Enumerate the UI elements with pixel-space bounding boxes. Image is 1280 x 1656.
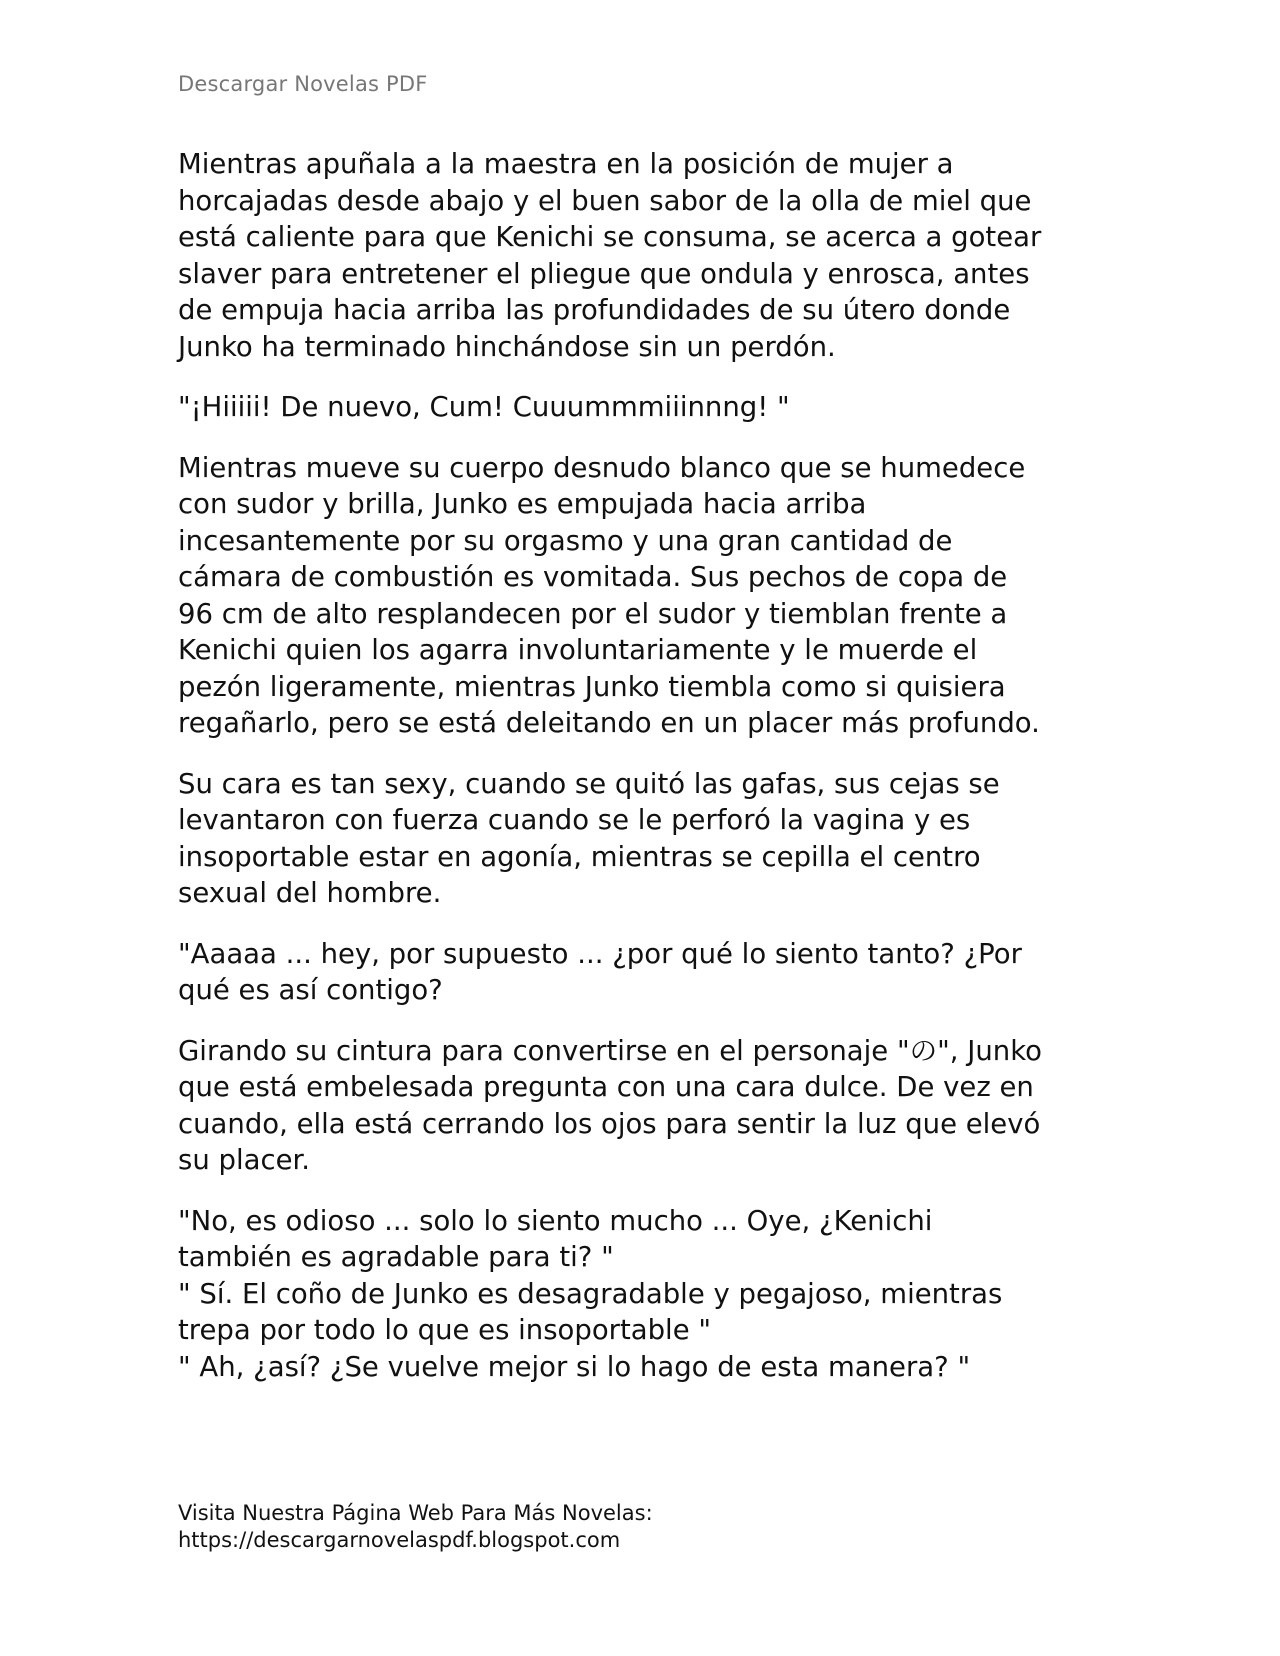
footer-promo-text: Visita Nuestra Página Web Para Más Novelas: [178,1501,653,1525]
page-header: Descargar Novelas PDF [178,72,428,96]
paragraph: Mientras mueve su cuerpo desnudo blanco que se humedece con sudor y brilla, Junko es empujada hacia arriba incesantemente por su orgasmo y una gran cantidad de cámara de combustión es vomitada. Sus pechos de copa de 96 cm de alto resplandecen por el sudor y tiemblan frente a Kenichi quien los agarra involuntariamente y le muerde el pezón ligeramente, mientras Junko tiembla como si quisiera regañarlo, pero se está deleitando en un placer más profundo. [178,451,1040,739]
page-footer [178,1500,653,1554]
paragraph: "Aaaaa ... hey, por supuesto ... ¿por qué lo siento tanto? ¿Por qué es así contigo? [178,937,1022,1006]
paragraph: "No, es odioso ... solo lo siento mucho ... Oye, ¿Kenichi también es agradable para ti? " " Sí. El coño de Junko es desagradable y pegajoso, mientras trepa por todo lo que es insoportable " " Ah, ¿así? ¿Se vuelve mejor si lo hago de esta manera? " [178,1204,1003,1383]
document-body [178,146,1118,1409]
footer-url-link[interactable]: https://descargarnovelaspdf.blogspot.com [178,1528,621,1552]
paragraph: Su cara es tan sexy, cuando se quitó las gafas, sus cejas se levantaron con fuerza cuando se le perforó la vagina y es insoportable estar en agonía, mientras se cepilla el centro sexual del hombre. [178,767,1000,909]
paragraph: Mientras apuñala a la maestra en la posición de mujer a horcajadas desde abajo y el buen sabor de la olla de miel que está caliente para que Kenichi se consuma, se acerca a gotear slaver para entretener el pliegue que ondula y enrosca, antes de empuja hacia arriba las profundidades de su útero donde Junko ha terminado hinchándose sin un perdón. [178,148,1042,363]
paragraph: Girando su cintura para convertirse en el personaje "の", Junko que está embelesada pregunta con una cara dulce. De vez en cuando, ella está cerrando los ojos para sentir la luz que elevó su placer. [178,1034,1042,1176]
paragraph: "¡Hiiiii! De nuevo, Cum! Cuuummmiiinnng! " [178,391,790,423]
